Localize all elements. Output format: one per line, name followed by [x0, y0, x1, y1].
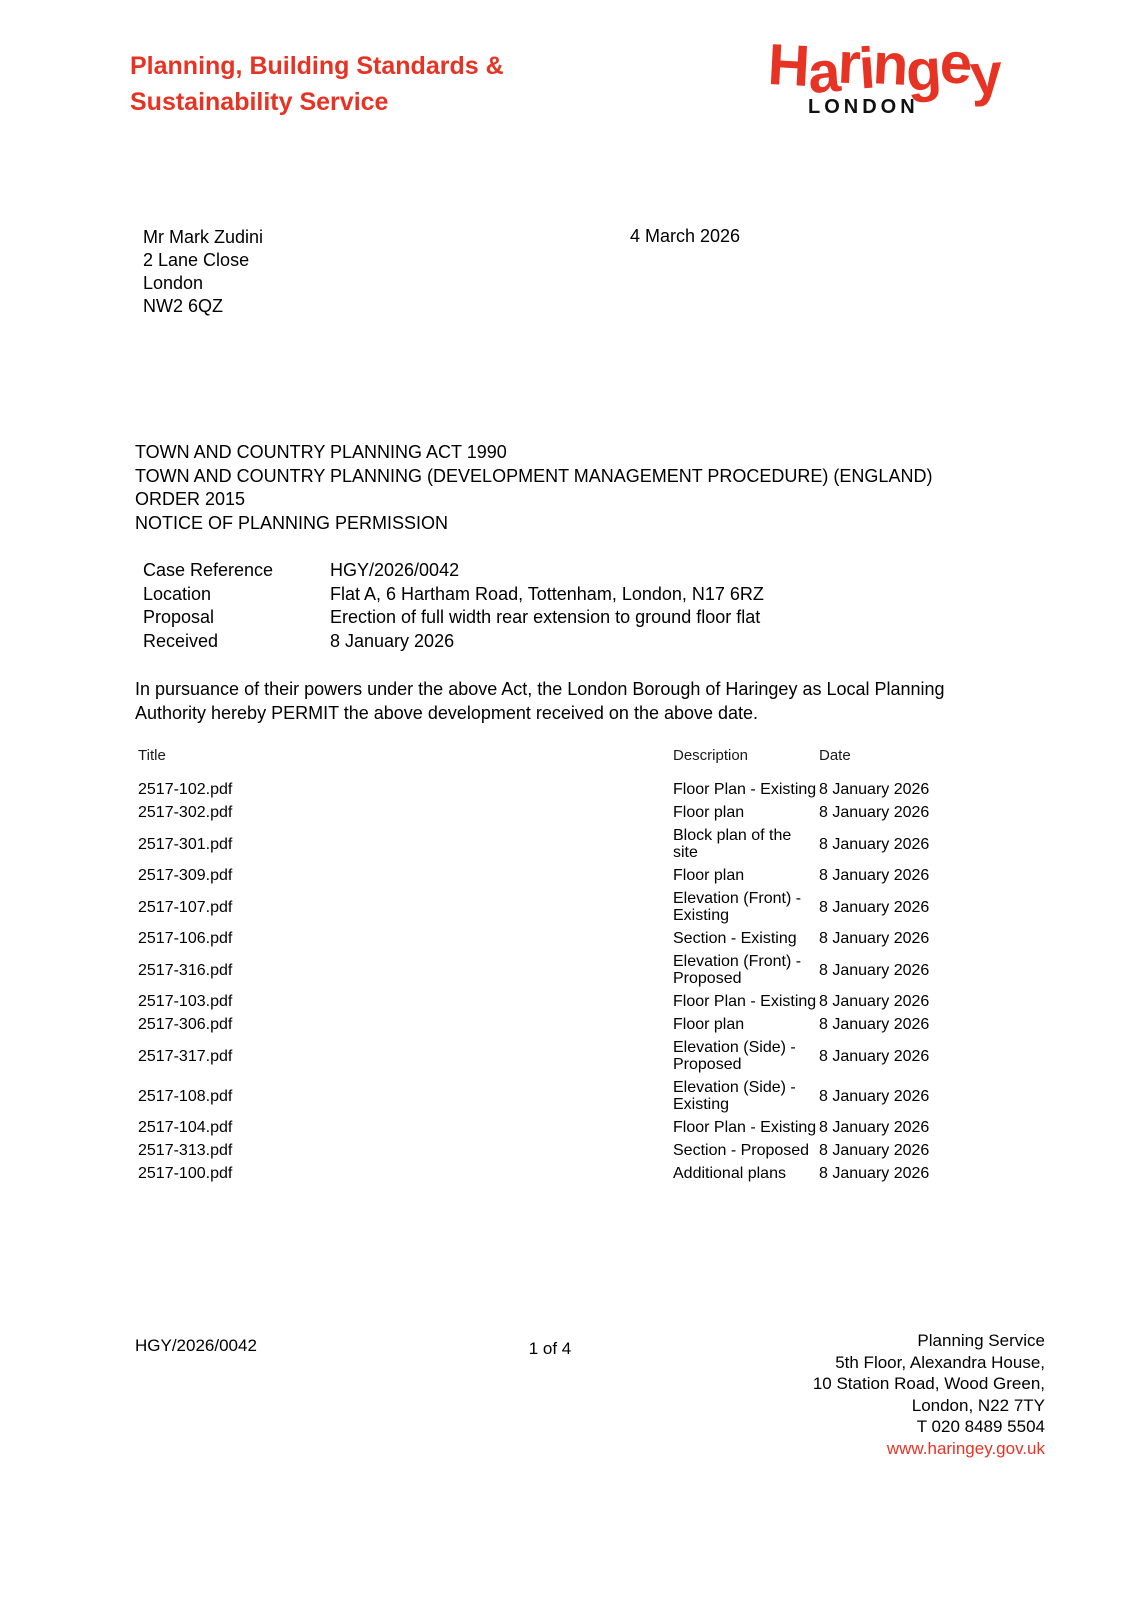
doc-title: 2517-100.pdf [138, 1165, 233, 1182]
doc-title: 2517-313.pdf [138, 1142, 233, 1159]
case-details [143, 559, 983, 653]
table-row [138, 824, 953, 864]
table-row [138, 801, 953, 824]
column-header-date: Date [819, 747, 851, 764]
table-row [138, 1013, 953, 1036]
service-title [130, 48, 504, 120]
doc-description: Elevation (Side) - Proposed [673, 1039, 796, 1073]
doc-title: 2517-317.pdf [138, 1047, 233, 1065]
column-header-title: Title [138, 747, 166, 764]
table-row [138, 1116, 953, 1139]
footer-contact-block [813, 1330, 1045, 1459]
documents-table [138, 747, 953, 1185]
doc-description: Elevation (Front) - Proposed [673, 953, 802, 987]
doc-description: Section - Proposed [673, 1142, 810, 1159]
letter-date: 4 March 2026 [630, 226, 741, 246]
act-headings [135, 441, 967, 535]
doc-date: 8 January 2026 [819, 1165, 930, 1182]
doc-date: 8 January 2026 [819, 993, 930, 1010]
doc-title: 2517-102.pdf [138, 781, 233, 798]
footer-contact-line: T 020 8489 5504 [916, 1417, 1045, 1436]
case-detail-row [143, 559, 983, 583]
doc-description: Floor Plan - Existing [673, 1119, 817, 1136]
doc-date: 8 January 2026 [819, 1047, 930, 1065]
case-detail-value: Flat A, 6 Hartham Road, Tottenham, London, N17 6RZ [330, 583, 764, 604]
table-row [138, 1036, 953, 1076]
case-detail-row [143, 583, 983, 607]
doc-title: 2517-104.pdf [138, 1119, 233, 1136]
table-row [138, 778, 953, 801]
case-detail-label: Case Reference [143, 560, 274, 580]
doc-description: Elevation (Side) - Existing [673, 1079, 796, 1113]
haringey-logo [766, 30, 1048, 119]
footer-case-reference: HGY/2026/0042 [135, 1336, 257, 1355]
doc-title: 2517-309.pdf [138, 867, 233, 884]
doc-description: Floor Plan - Existing [673, 993, 817, 1010]
case-detail-label: Received [143, 630, 219, 651]
table-row [138, 1139, 953, 1162]
case-detail-value: 8 January 2026 [330, 630, 455, 651]
column-header-description: Description [673, 747, 749, 764]
table-row [138, 1162, 953, 1185]
doc-description: Block plan of the site [673, 827, 792, 861]
haringey-logo-london: LONDON [808, 96, 919, 118]
doc-date: 8 January 2026 [819, 781, 930, 798]
doc-title: 2517-103.pdf [138, 993, 233, 1010]
doc-title: 2517-107.pdf [138, 898, 233, 916]
documents-table-header [138, 747, 953, 764]
doc-date: 8 January 2026 [819, 1119, 930, 1136]
service-title-line1: Planning, Building Standards & [130, 52, 504, 80]
doc-description: Section - Existing [673, 930, 797, 947]
doc-description: Elevation (Front) - Existing [673, 890, 802, 924]
doc-description: Floor Plan - Existing [673, 781, 817, 798]
recipient-line: Mr Mark Zudini [143, 227, 264, 247]
doc-date: 8 January 2026 [819, 804, 930, 821]
documents-table-body [138, 778, 953, 1185]
permission-paragraph: In pursuance of their powers under the above Act, the London Borough of Haringey as Local Planning Authority hereby PERMIT the above development received on the above date. [135, 679, 945, 723]
doc-date: 8 January 2026 [819, 835, 930, 853]
table-row [138, 864, 953, 887]
case-detail-row [143, 606, 983, 630]
recipient-line: 2 Lane Close [143, 250, 250, 270]
footer-contact-line: London, N22 7TY [911, 1395, 1045, 1415]
doc-description: Floor plan [673, 1016, 745, 1033]
doc-title: 2517-316.pdf [138, 961, 233, 979]
footer-website-link[interactable]: www.haringey.gov.uk [886, 1438, 1045, 1458]
doc-description: Floor plan [673, 867, 745, 884]
haringey-logo-wordmark: Haringey [766, 30, 1003, 108]
footer-contact-line: 10 Station Road, Wood Green, [812, 1374, 1045, 1393]
doc-date: 8 January 2026 [819, 930, 930, 947]
doc-title: 2517-108.pdf [138, 1087, 233, 1105]
doc-date: 8 January 2026 [819, 867, 930, 884]
doc-title: 2517-302.pdf [138, 804, 233, 821]
case-detail-row [143, 630, 983, 654]
recipient-line: NW2 6QZ [143, 296, 224, 316]
doc-date: 8 January 2026 [819, 1142, 930, 1159]
doc-title: 2517-106.pdf [138, 930, 233, 947]
case-detail-label: Location [143, 583, 212, 604]
table-row [138, 990, 953, 1013]
doc-date: 8 January 2026 [819, 1087, 930, 1105]
doc-date: 8 January 2026 [819, 898, 930, 916]
act-heading-line: TOWN AND COUNTRY PLANNING ACT 1990 [135, 442, 507, 462]
case-detail-value: HGY/2026/0042 [330, 560, 460, 580]
table-row [138, 950, 953, 990]
footer-contact-line: 5th Floor, Alexandra House, [835, 1352, 1045, 1372]
footer-contact-line: Planning Service [917, 1331, 1045, 1350]
recipient-line: London [143, 273, 204, 293]
case-detail-label: Proposal [143, 607, 215, 627]
doc-date: 8 January 2026 [819, 1016, 930, 1033]
doc-title: 2517-306.pdf [138, 1016, 233, 1033]
table-row [138, 887, 953, 927]
case-detail-value: Erection of full width rear extension to ground floor flat [330, 607, 761, 627]
act-heading-line: NOTICE OF PLANNING PERMISSION [135, 512, 449, 533]
page-number: 1 of 4 [528, 1339, 572, 1358]
doc-date: 8 January 2026 [819, 961, 930, 979]
doc-description: Floor plan [673, 804, 745, 821]
table-row [138, 1076, 953, 1116]
table-row [138, 927, 953, 950]
service-title-line2: Sustainability Service [130, 88, 389, 116]
doc-description: Additional plans [673, 1165, 786, 1182]
recipient-address [143, 226, 263, 318]
doc-title: 2517-301.pdf [138, 835, 233, 853]
act-heading-line: TOWN AND COUNTRY PLANNING (DEVELOPMENT MANAGEMENT PROCEDURE) (ENGLAND) ORDER 2015 [135, 465, 933, 509]
